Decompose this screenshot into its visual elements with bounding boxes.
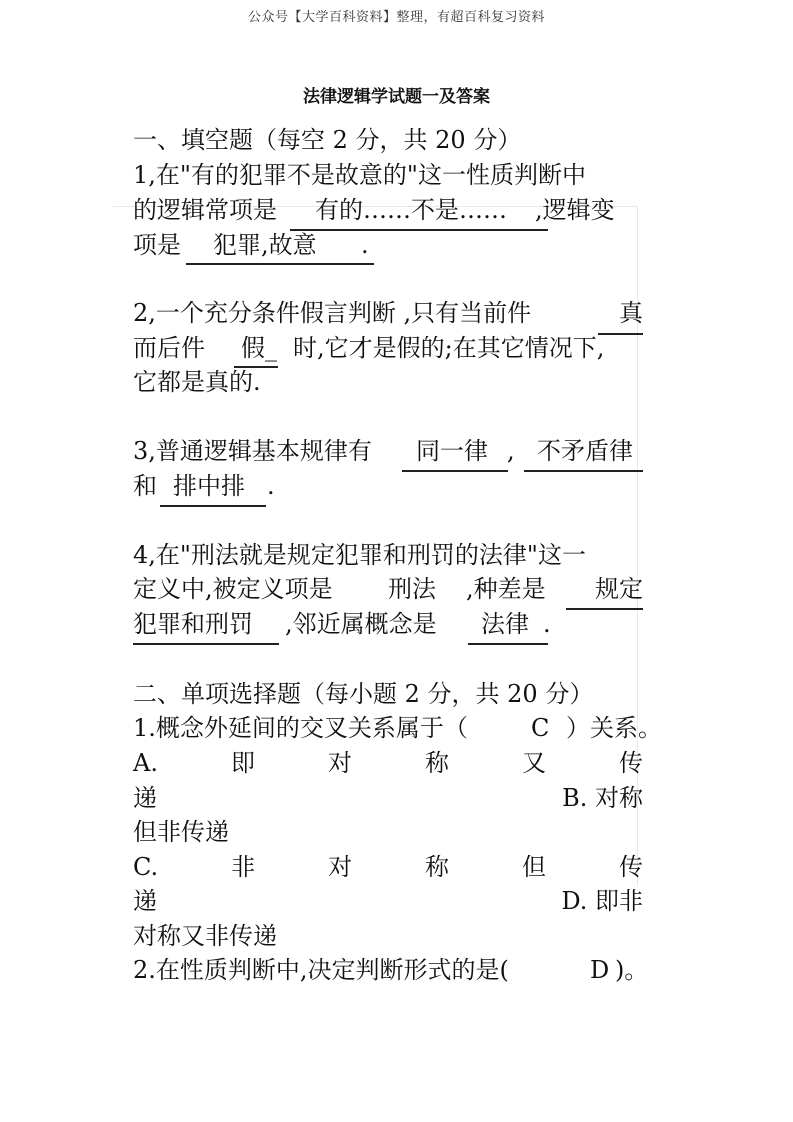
section-heading-fill-in: 一、填空题（每空 2 分，共 20 分）	[133, 126, 522, 154]
page-header: 公众号【大学百科资料】整理，有超百科复习资料	[247, 10, 545, 25]
s2-q1-option-d-tail: 对称又非传递	[133, 922, 277, 950]
answer-blank-line	[160, 505, 266, 507]
s2-q1-option-a	[133, 748, 643, 778]
q3-text: 3,普通逻辑基本规律有	[133, 437, 372, 465]
option-a-char: 对	[327, 749, 352, 777]
s2-q1-text: ）关系。	[566, 714, 662, 742]
q3-text: 和	[133, 472, 157, 500]
s2-q1-option-b-tail: 但非传递	[133, 818, 229, 846]
s2-q2-stem	[133, 955, 653, 985]
option-a-char: 称	[424, 749, 449, 777]
q1-line-3	[133, 230, 643, 260]
option-c-tail: 递	[133, 887, 157, 915]
q2-text: 2,一个充分条件假言判断 ,只有当前件	[133, 299, 532, 327]
q2-text: 而后件	[133, 334, 205, 362]
q1-text: ,逻辑变	[535, 196, 615, 224]
q1-line-1: 1,在"有的犯罪不是故意的"这一性质判断中	[133, 161, 586, 189]
q1-text: .	[361, 231, 369, 259]
q3-answer-identity: 同一律	[416, 437, 488, 465]
option-b: B. 对称	[562, 784, 643, 812]
option-a-char: A.	[133, 749, 158, 777]
s2-q2-text: )。	[615, 956, 649, 984]
option-c-char: 非	[231, 853, 256, 881]
q3-answer-excluded-middle: 排中排	[173, 472, 245, 500]
q4-answer-differentia-cont: 犯罪和刑罚	[133, 610, 253, 638]
s2-q1-option-c	[133, 852, 643, 882]
option-a-char: 即	[230, 749, 255, 777]
option-c-char: C.	[133, 853, 159, 881]
q1-answer-constant: 有的……不是……	[315, 196, 507, 224]
q3-separator: ,	[507, 437, 515, 465]
q2-answer-false: 假_	[241, 334, 277, 362]
section-heading-single-choice: 二、单项选择题（每小题 2 分，共 20 分）	[133, 680, 594, 708]
s2-q2-text: 2.在性质判断中,决定判断形式的是(	[133, 956, 509, 984]
document-title: 法律逻辑学试题一及答案	[303, 87, 490, 107]
q4-answer-differentia: 规定	[595, 575, 643, 603]
q4-text: ,种差是	[466, 575, 546, 603]
q4-answer-genus: 法律	[481, 610, 529, 638]
q1-text: 的逻辑常项是	[133, 196, 277, 224]
q4-text: ,邻近属概念是	[285, 610, 437, 638]
option-c-char: 但	[522, 853, 547, 881]
q4-text: .	[543, 610, 551, 638]
s2-q2-answer: D	[590, 956, 610, 984]
option-c-char: 对	[328, 853, 353, 881]
q2-answer-true: 真	[619, 299, 643, 327]
q3-line-2	[133, 471, 643, 501]
option-a-tail: 递	[133, 784, 157, 812]
q3-line-1	[133, 436, 643, 466]
s2-q1-text: 1.概念外延间的交叉关系属于（	[133, 714, 468, 742]
s2-q1-option-a-b-line	[133, 783, 643, 813]
option-a-char: 又	[521, 749, 546, 777]
s2-q1-answer: C	[531, 714, 550, 742]
q2-line-1	[133, 298, 643, 328]
q2-line-2	[133, 333, 643, 363]
answer-blank-line	[468, 643, 548, 645]
q1-line-2	[133, 195, 643, 225]
q4-answer-definiendum: 刑法	[388, 575, 436, 603]
q4-text: 定义中,被定义项是	[133, 575, 333, 603]
q2-text: 时,它才是假的;在其它情况下,	[293, 334, 605, 362]
q1-answer-variable: 犯罪,故意	[213, 231, 317, 259]
q4-line-3	[133, 609, 643, 639]
q1-text: 项是	[133, 231, 181, 259]
q4-line-2	[133, 574, 643, 604]
q2-line-3: 它都是真的.	[133, 368, 261, 396]
q4-line-1: 4,在"刑法就是规定犯罪和刑罚的法律"这一	[133, 541, 586, 569]
s2-q1-option-c-d-line	[133, 886, 643, 916]
option-a-char: 传	[618, 749, 643, 777]
answer-blank-line	[133, 643, 279, 645]
answer-blank-line	[186, 263, 374, 265]
q3-answer-noncontradiction: 不矛盾律	[537, 437, 633, 465]
option-c-char: 称	[425, 853, 450, 881]
s2-q1-stem	[133, 713, 662, 743]
option-c-char: 传	[618, 853, 643, 881]
option-d: D. 即非	[561, 887, 643, 915]
q3-text: .	[267, 472, 275, 500]
